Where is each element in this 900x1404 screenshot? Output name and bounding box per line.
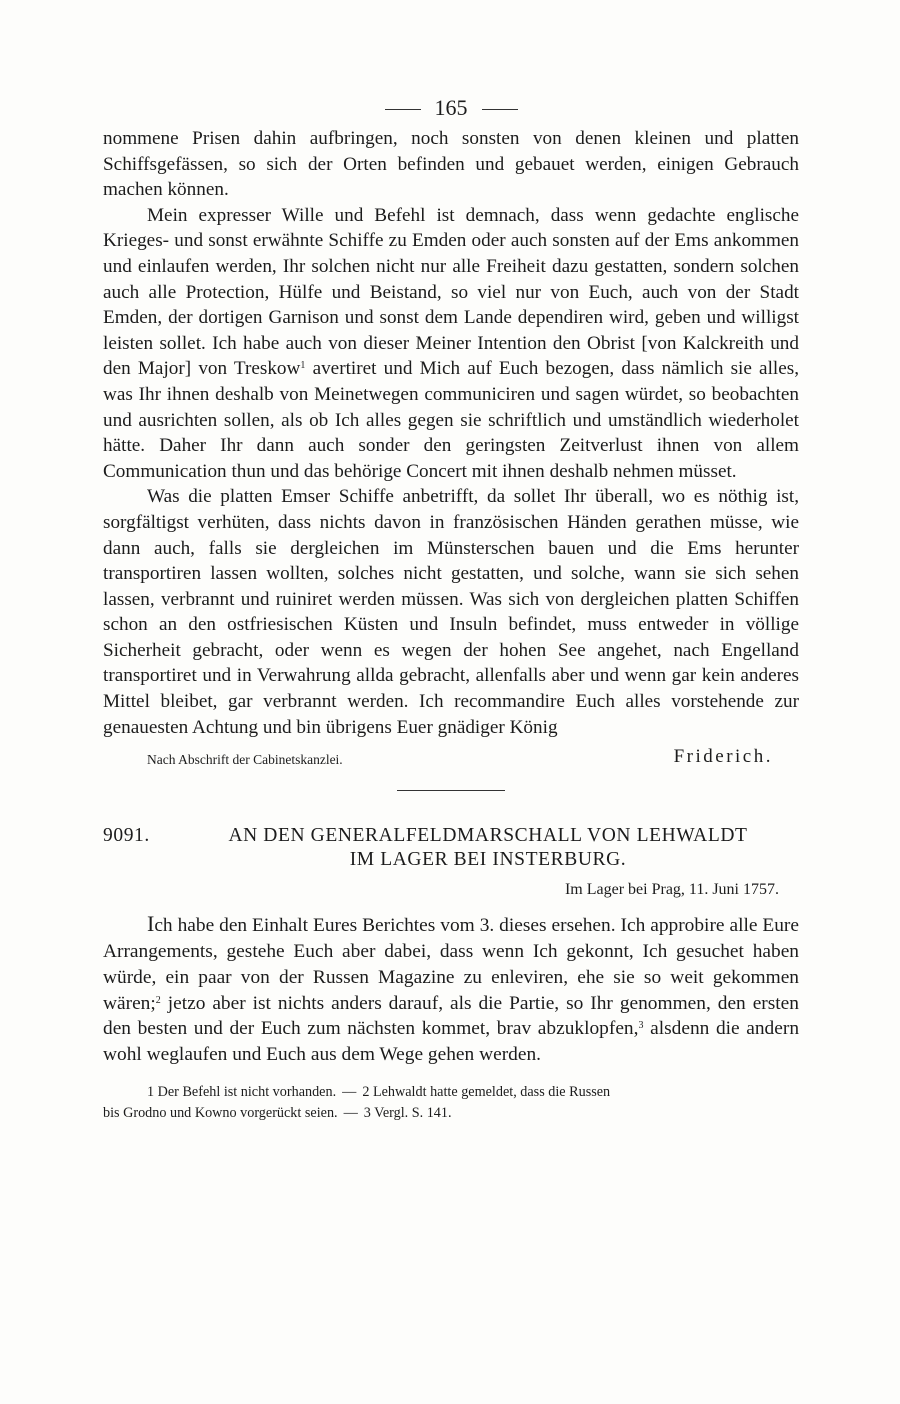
footnote-separator-2: — bbox=[343, 1104, 358, 1121]
document-number: 9091. bbox=[103, 825, 150, 847]
letter-body bbox=[103, 911, 799, 1068]
footnote-3: 3 Vergl. S. 141. bbox=[363, 1104, 452, 1121]
footnote-ref-2: 2 bbox=[155, 994, 161, 1006]
footnote-2-end: bis Grodno und Kowno vorgerückt seien. bbox=[103, 1104, 338, 1121]
paragraph-command-text-cont: avertiret und Mich auf Euch bezogen, dass nämlich sie alles, was Ihr ihnen deshalb von Meinetwegen communiciren und sagen würdet, so beobachten und ausrichten sollen, als ob Ich alles gegen sie schriftlich und umständlich wiederholet hätte. Daher Ihr dann auch sonder den geringsten Zeitverlust ihnen von allem Communication thun und das behörige Concert mit ihnen deshalb nehmen müsset. bbox=[103, 358, 800, 482]
footnote-ref-3: 3 bbox=[638, 1020, 644, 1032]
signature: Friderich. bbox=[673, 746, 773, 768]
document-title bbox=[103, 824, 799, 872]
page-header bbox=[103, 90, 799, 126]
footnote-2-start: 2 Lehwaldt hatte gemeldet, dass die Russen bbox=[362, 1084, 611, 1101]
letter-text-part-2: jetzo aber ist nichts anders darauf, als die Partie, so Ihr genommen, den ersten den besten und der Euch zum nächsten kommet, brav abzuklopfen, bbox=[103, 992, 799, 1040]
footnotes-line-2 bbox=[103, 1103, 799, 1124]
footnotes-line-1 bbox=[103, 1082, 799, 1103]
section-divider bbox=[397, 790, 505, 791]
paragraph-ships: Was die platten Emser Schiffe anbetrifft, da sollet Ihr überall, wo es nöthig ist, sorgfältigst verhüten, dass nichts davon in französischen Händen gerathen müsse, wie dann auch, falls sie dergleichen im Münsterschen bauen und die Ems herunter transportiren lassen wollten, solches nicht gestatten, und solche, wann sie sich sehen lassen, verbrannt und ruiniret werden müssen. Was sich von dergleichen platten Schiffen schon an den ostfriesischen Küsten und Insuln befindet, muss entweder in völlige Sicherheit gebracht, oder wenn es wegen der hohen See angehet, nach Engelland transportiret und in Verwahrung allda gebracht, allenfalls aber und wenn gar kein anderes Mittel bleibet, gar verbrannt werden. Ich recommandire Euch alles vorstehende zur genauesten Achtung und bin übrigens Euer gnädiger König bbox=[103, 486, 799, 738]
page-number: 165 bbox=[434, 95, 468, 120]
paragraph-command bbox=[103, 203, 799, 485]
source-note: Nach Abschrift der Cabinetskanzlei. bbox=[147, 752, 343, 768]
letter-continuation bbox=[103, 126, 799, 740]
closing-row bbox=[103, 744, 799, 778]
letter-text-part-3: alsdenn die andern wohl weglaufen und Euch aus dem Wege gehen werden. bbox=[103, 1018, 800, 1066]
footnote-separator-1: — bbox=[342, 1084, 357, 1101]
initial-letter: I bbox=[147, 911, 155, 937]
dateline: Im Lager bei Prag, 11. Juni 1757. bbox=[564, 881, 779, 899]
footnote-ref-1: 1 bbox=[300, 360, 306, 372]
paragraph-command-text: Mein expresser Wille und Befehl ist demnach, dass wenn gedachte englische Krieges- und sonst erwähnte Schiffe zu Emden oder auch sonsten auf der Ems ankommen und einlaufen werden, Ihr solchen nicht nur alle Freiheit dazu gestatten, sondern solchen auch alle Protection, Hülfe und Beistand, so viel nur von Euch, auch von der Stadt Emden, der dortigen Garnison und sonst dem Lande dependiren wird, geben und willigst leisten sollet. Ich habe auch von dieser Meiner Intention den Obrist [von Kalckreith und den Major] von Treskow bbox=[103, 204, 799, 380]
letter-paragraph bbox=[103, 911, 799, 1068]
paragraph-continued: nommene Prisen dahin aufbringen, noch sonsten von denen kleinen und platten Schiffsgefässen, so sich der Orten befinden und gebauet werden, einigen Gebrauch machen können. bbox=[103, 128, 799, 201]
document-title-line-1: AN DEN GENERALFELDMARSCHALL VON LEHWALDT bbox=[228, 825, 748, 847]
letter-text-part-1: ch habe den Einhalt Eures Berichtes vom 3. dieses ersehen. Ich approbire alle Eure Arrangements, gestehe Euch aber dabei, dass wenn Ich gekonnt, Ich gesuchet haben würde, ein paar von der Russen Magazine zu enleviren, ehe sie so weit gekommen wären; bbox=[103, 915, 799, 1014]
header-dash-left bbox=[385, 109, 421, 110]
book-page bbox=[103, 90, 799, 1123]
footnotes bbox=[103, 1082, 799, 1123]
document-title-line-2: IM LAGER BEI INSTERBURG. bbox=[349, 849, 627, 871]
document-heading bbox=[103, 824, 799, 872]
header-dash-right bbox=[482, 109, 518, 110]
footnote-1: 1 Der Befehl ist nicht vorhanden. bbox=[147, 1084, 337, 1101]
